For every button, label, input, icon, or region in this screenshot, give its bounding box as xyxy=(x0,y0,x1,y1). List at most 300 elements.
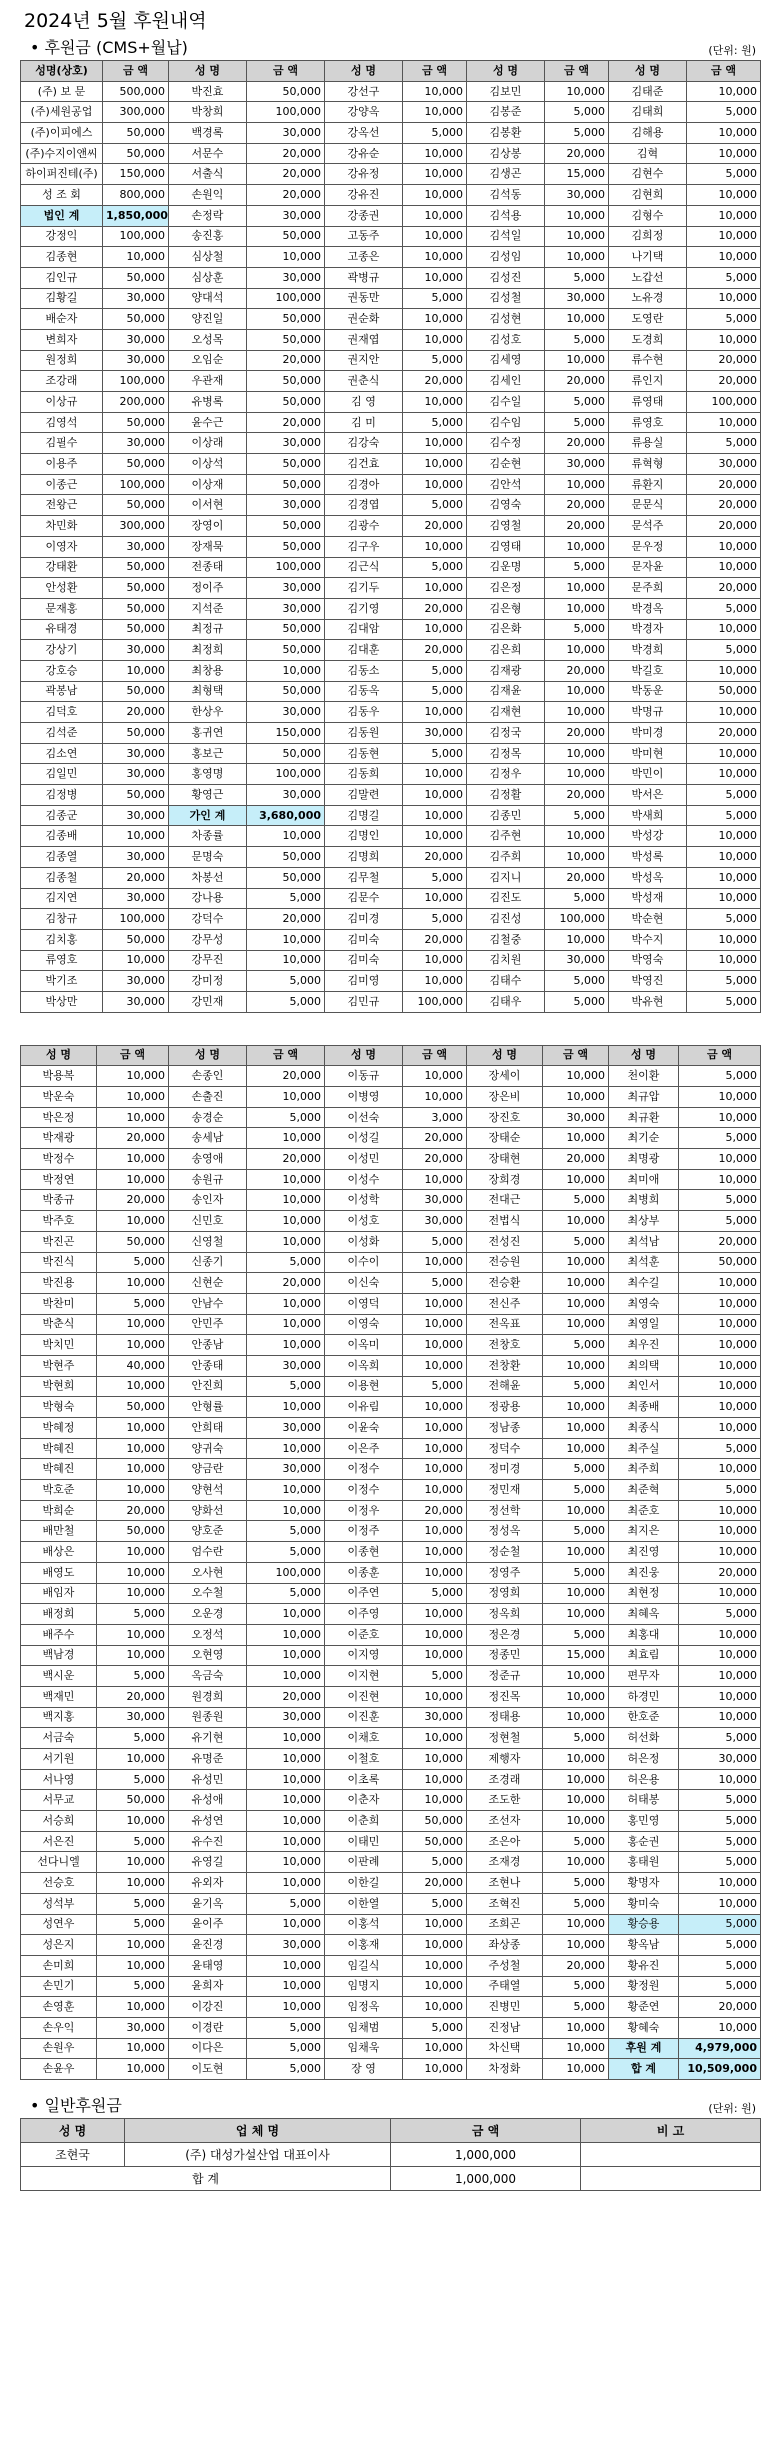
donor-name: 심상철 xyxy=(169,247,247,268)
donor-name: 김인규 xyxy=(21,267,103,288)
donor-name: 배영도 xyxy=(21,1562,97,1583)
donor-name: 류수현 xyxy=(609,350,687,371)
donor-amount: 100,000 xyxy=(247,102,325,123)
donor-amount: 20,000 xyxy=(679,1231,761,1252)
donor-name: 유성연 xyxy=(169,1811,247,1832)
table-row xyxy=(21,1169,761,1190)
donor-amount: 20,000 xyxy=(247,909,325,930)
donor-name: 서기원 xyxy=(21,1749,97,1770)
donor-name: 유명준 xyxy=(169,1749,247,1770)
donor-name: 정영주 xyxy=(467,1562,543,1583)
donor-amount: 10,000 xyxy=(543,2017,609,2038)
donor-name: 최병희 xyxy=(609,1190,679,1211)
donor-amount: 10,000 xyxy=(247,1190,325,1211)
donor-amount: 10,000 xyxy=(687,143,761,164)
donor-name: 한상우 xyxy=(169,702,247,723)
donor-name: 김영철 xyxy=(467,516,545,537)
donor-name: 김정국 xyxy=(467,723,545,744)
donor-name: 최형택 xyxy=(169,681,247,702)
donor-amount: 5,000 xyxy=(403,660,467,681)
donor-amount: 20,000 xyxy=(687,495,761,516)
table-row xyxy=(21,309,761,330)
donor-name: 문석주 xyxy=(609,516,687,537)
donor-amount: 10,000 xyxy=(247,1873,325,1894)
donor-amount: 150,000 xyxy=(247,723,325,744)
general-company: (주) 대성가설산업 대표이사 xyxy=(125,2143,391,2167)
table-row xyxy=(21,1149,761,1170)
donor-name: 배만철 xyxy=(21,1521,97,1542)
donor-amount: 5,000 xyxy=(679,1811,761,1832)
donor-name: 최미애 xyxy=(609,1169,679,1190)
donor-amount: 5,000 xyxy=(543,1997,609,2018)
donor-amount: 10,000 xyxy=(679,1149,761,1170)
donor-name: 김일민 xyxy=(21,764,103,785)
donor-amount: 10,000 xyxy=(545,640,609,661)
donor-name: 김대훈 xyxy=(325,640,403,661)
donor-name: 박진곤 xyxy=(21,1231,97,1252)
donor-name: 정은경 xyxy=(467,1624,543,1645)
donor-name: 도경희 xyxy=(609,329,687,350)
donor-name: 이준호 xyxy=(325,1624,403,1645)
donor-amount: 20,000 xyxy=(687,371,761,392)
donor-name: 이철호 xyxy=(325,1749,403,1770)
donor-amount: 10,000 xyxy=(403,1914,467,1935)
donor-amount: 10,000 xyxy=(403,474,467,495)
donor-amount: 30,000 xyxy=(103,329,169,350)
section-header-general xyxy=(20,2094,760,2118)
donor-name: 양화선 xyxy=(169,1500,247,1521)
donor-amount: 5,000 xyxy=(247,1583,325,1604)
donor-name: 권재엽 xyxy=(325,329,403,350)
donor-name: 정성옥 xyxy=(467,1521,543,1542)
donor-name: 손우익 xyxy=(21,2017,97,2038)
donor-amount: 20,000 xyxy=(543,1149,609,1170)
donor-amount: 10,000 xyxy=(97,1873,169,1894)
donor-amount: 30,000 xyxy=(247,598,325,619)
donor-amount: 10,000 xyxy=(247,1749,325,1770)
donor-amount: 20,000 xyxy=(247,143,325,164)
donor-amount: 10,000 xyxy=(403,185,467,206)
table-row xyxy=(21,1252,761,1273)
table-row xyxy=(21,1790,761,1811)
header-company: 업 체 명 xyxy=(125,2119,391,2143)
donor-name: 강상기 xyxy=(21,640,103,661)
donor-amount: 30,000 xyxy=(545,185,609,206)
donor-name: 최혜옥 xyxy=(609,1604,679,1625)
donor-name: 류영호 xyxy=(21,950,103,971)
donor-name: 전해윤 xyxy=(467,1376,543,1397)
donor-amount: 10,000 xyxy=(403,619,467,640)
donor-amount: 20,000 xyxy=(403,1128,467,1149)
donor-name: 류용실 xyxy=(609,433,687,454)
donor-name: 양대석 xyxy=(169,288,247,309)
donor-name: 차정화 xyxy=(467,2059,543,2080)
donor-name: 이정우 xyxy=(325,1500,403,1521)
donor-amount: 5,000 xyxy=(687,598,761,619)
donor-amount: 5,000 xyxy=(543,1831,609,1852)
donor-amount: 10,000 xyxy=(97,2038,169,2059)
table-row xyxy=(21,1749,761,1770)
general-amount: 1,000,000 xyxy=(391,2143,581,2167)
donor-amount: 3,000 xyxy=(403,1107,467,1128)
donation-table-2 xyxy=(20,1045,761,2080)
donor-name: 강양옥 xyxy=(325,102,403,123)
donor-amount: 10,000 xyxy=(403,102,467,123)
donor-amount: 10,000 xyxy=(403,1604,467,1625)
donor-amount: 10,000 xyxy=(545,598,609,619)
donor-name: 황정원 xyxy=(609,1976,679,1997)
donor-name: 유병록 xyxy=(169,392,247,413)
table-row xyxy=(21,143,761,164)
donor-amount: 500,000 xyxy=(103,81,169,102)
donor-amount: 10,000 xyxy=(679,1542,761,1563)
donor-name: 이한열 xyxy=(325,1893,403,1914)
header-amount: 금 액 xyxy=(97,1045,169,1066)
donor-name: 최준호 xyxy=(609,1500,679,1521)
donor-amount: 5,000 xyxy=(403,909,467,930)
donor-amount: 50,000 xyxy=(247,371,325,392)
donor-name: 김민규 xyxy=(325,991,403,1012)
donor-amount: 10,000 xyxy=(97,1211,169,1232)
donor-name: 박종규 xyxy=(21,1190,97,1211)
donor-amount: 10,000 xyxy=(97,1583,169,1604)
donor-name: 홍태원 xyxy=(609,1852,679,1873)
donor-amount: 10,000 xyxy=(543,1314,609,1335)
donor-name: 이주영 xyxy=(325,1604,403,1625)
table-row xyxy=(21,2143,761,2167)
total-row xyxy=(21,2167,761,2191)
donor-amount: 5,000 xyxy=(545,392,609,413)
donor-amount: 10,000 xyxy=(403,1418,467,1439)
donor-name: 박영진 xyxy=(609,971,687,992)
header-note: 비 고 xyxy=(581,2119,761,2143)
donor-amount: 10,000 xyxy=(403,143,467,164)
donor-amount: 30,000 xyxy=(247,1355,325,1376)
donor-amount: 20,000 xyxy=(247,412,325,433)
donor-amount: 30,000 xyxy=(103,743,169,764)
donor-name: 김영석 xyxy=(21,412,103,433)
donor-amount: 30,000 xyxy=(403,1211,467,1232)
donor-amount: 10,000 xyxy=(403,1459,467,1480)
donor-amount: 5,000 xyxy=(247,991,325,1012)
table-row xyxy=(21,1583,761,1604)
donor-amount: 20,000 xyxy=(247,350,325,371)
header-name: 성 명 xyxy=(169,1045,247,1066)
table-row xyxy=(21,392,761,413)
donor-amount: 10,000 xyxy=(403,1728,467,1749)
donor-amount: 10,000 xyxy=(545,309,609,330)
donor-amount: 50,000 xyxy=(103,619,169,640)
donor-name: 강태환 xyxy=(21,557,103,578)
donor-name: 전왕근 xyxy=(21,495,103,516)
table-row xyxy=(21,81,761,102)
donor-amount: 20,000 xyxy=(687,474,761,495)
donor-name: 김동소 xyxy=(325,660,403,681)
donor-amount: 10,000 xyxy=(687,619,761,640)
donor-name: 백재민 xyxy=(21,1686,97,1707)
donor-amount: 10,000 xyxy=(545,247,609,268)
donor-amount: 5,000 xyxy=(543,1728,609,1749)
donor-amount: 50,000 xyxy=(103,785,169,806)
donor-name: 성 조 회 xyxy=(21,185,103,206)
donor-name: 신영철 xyxy=(169,1231,247,1252)
donor-amount: 20,000 xyxy=(687,350,761,371)
donor-name: 임명지 xyxy=(325,1976,403,1997)
donor-amount: 10,000 xyxy=(97,1418,169,1439)
donor-name: 이영덕 xyxy=(325,1293,403,1314)
donor-amount: 10,000 xyxy=(687,950,761,971)
table-row xyxy=(21,1542,761,1563)
donor-amount: 10,000 xyxy=(687,847,761,868)
donor-name: 손원우 xyxy=(21,2038,97,2059)
donor-amount: 10,000 xyxy=(247,950,325,971)
donor-name: 고동주 xyxy=(325,226,403,247)
donor-amount: 5,000 xyxy=(679,1480,761,1501)
donor-amount: 10,000 xyxy=(403,888,467,909)
header-amount: 금 액 xyxy=(391,2119,581,2143)
donor-amount: 50,000 xyxy=(247,640,325,661)
donor-name: 박재광 xyxy=(21,1128,97,1149)
donor-amount: 10,000 xyxy=(545,743,609,764)
donor-name: 신현순 xyxy=(169,1273,247,1294)
donor-amount: 50,000 xyxy=(247,867,325,888)
donor-name: 오임순 xyxy=(169,350,247,371)
donor-amount: 10,000 xyxy=(403,226,467,247)
donor-amount: 10,000 xyxy=(543,1935,609,1956)
donor-name: 권순화 xyxy=(325,309,403,330)
donor-name: 김문수 xyxy=(325,888,403,909)
donor-name: 편무자 xyxy=(609,1666,679,1687)
donor-amount: 10,000 xyxy=(543,1852,609,1873)
table-row xyxy=(21,785,761,806)
table-row xyxy=(21,1355,761,1376)
donor-amount: 5,000 xyxy=(687,309,761,330)
donor-name: 이춘자 xyxy=(325,1790,403,1811)
table-row xyxy=(21,1128,761,1149)
donor-name: 장 영 xyxy=(325,2059,403,2080)
donor-name: 최창용 xyxy=(169,660,247,681)
donor-name: 최주실 xyxy=(609,1438,679,1459)
donor-amount: 100,000 xyxy=(403,991,467,1012)
donor-name: 엄수란 xyxy=(169,1542,247,1563)
donor-name: 박혜진 xyxy=(21,1459,97,1480)
donor-amount: 30,000 xyxy=(545,950,609,971)
donor-amount: 100,000 xyxy=(103,371,169,392)
donor-name: 강나용 xyxy=(169,888,247,909)
donor-amount: 10,000 xyxy=(687,123,761,144)
donor-amount: 5,000 xyxy=(403,412,467,433)
donor-amount: 5,000 xyxy=(403,557,467,578)
donor-name: 하이퍼진테(주) xyxy=(21,164,103,185)
donor-amount: 5,000 xyxy=(403,350,467,371)
donor-name: 정민재 xyxy=(467,1480,543,1501)
donor-amount: 20,000 xyxy=(403,847,467,868)
donor-name: 박춘식 xyxy=(21,1314,97,1335)
donor-amount: 30,000 xyxy=(103,288,169,309)
donor-name: 김재광 xyxy=(467,660,545,681)
donor-name: 이종훈 xyxy=(325,1562,403,1583)
donor-name: 임채욱 xyxy=(325,2038,403,2059)
donor-amount: 30,000 xyxy=(103,805,169,826)
donor-amount: 10,000 xyxy=(543,1914,609,1935)
donor-name: 황유진 xyxy=(609,1955,679,1976)
donor-amount: 10,000 xyxy=(543,1273,609,1294)
donor-amount: 10,000 xyxy=(247,1397,325,1418)
donor-amount: 100,000 xyxy=(247,764,325,785)
table-row xyxy=(21,1645,761,1666)
donor-name: 박치민 xyxy=(21,1335,97,1356)
header-amount: 금 액 xyxy=(543,1045,609,1066)
donor-name: 오수철 xyxy=(169,1583,247,1604)
donor-amount: 10,000 xyxy=(97,1852,169,1873)
donor-name: 신종기 xyxy=(169,1252,247,1273)
donor-name: 김순현 xyxy=(467,454,545,475)
donor-amount: 10,000 xyxy=(247,1811,325,1832)
donor-amount: 5,000 xyxy=(403,681,467,702)
donor-name: 이홍재 xyxy=(325,1935,403,1956)
donor-name: 박미경 xyxy=(609,723,687,744)
donor-name: 노갑선 xyxy=(609,267,687,288)
donor-name: 이성수 xyxy=(325,1169,403,1190)
donor-amount: 10,000 xyxy=(545,474,609,495)
donor-amount: 10,000 xyxy=(687,743,761,764)
donor-amount: 5,000 xyxy=(543,1521,609,1542)
donor-amount: 10,000 xyxy=(403,805,467,826)
donor-name: 이진훈 xyxy=(325,1707,403,1728)
donor-name: 문명숙 xyxy=(169,847,247,868)
donor-name: 김현수 xyxy=(609,164,687,185)
donor-name: 박희순 xyxy=(21,1500,97,1521)
donor-name: 윤희자 xyxy=(169,1976,247,1997)
donor-amount: 10,000 xyxy=(679,1769,761,1790)
page-title: 2024년 5월 후원내역 xyxy=(24,10,207,32)
donor-name: 이한길 xyxy=(325,1873,403,1894)
unit-label-donations: (단위: 원) xyxy=(708,44,756,57)
donor-name: 안형률 xyxy=(169,1397,247,1418)
donor-amount: 10,000 xyxy=(247,1480,325,1501)
donor-name: 최기순 xyxy=(609,1128,679,1149)
donor-amount: 10,000 xyxy=(403,2038,467,2059)
donor-amount: 10,000 xyxy=(545,929,609,950)
donor-amount: 10,000 xyxy=(687,226,761,247)
donor-amount: 5,000 xyxy=(679,1790,761,1811)
donor-name: 박진용 xyxy=(21,1273,97,1294)
donor-name: 이도현 xyxy=(169,2059,247,2080)
donor-amount: 10,000 xyxy=(247,1997,325,2018)
donor-amount: 10,000 xyxy=(679,1686,761,1707)
donor-amount: 10,000 xyxy=(403,247,467,268)
table-row xyxy=(21,1397,761,1418)
donor-name: 김경아 xyxy=(325,474,403,495)
donor-name: 김종배 xyxy=(21,826,103,847)
donor-name: 이신숙 xyxy=(325,1273,403,1294)
donor-amount: 10,000 xyxy=(679,1666,761,1687)
donor-amount: 50,000 xyxy=(247,454,325,475)
donor-amount: 10,000 xyxy=(679,1873,761,1894)
donor-name: 강유순 xyxy=(325,143,403,164)
donor-name: 허은용 xyxy=(609,1769,679,1790)
donor-name: 송세남 xyxy=(169,1128,247,1149)
donor-name: 이병영 xyxy=(325,1087,403,1108)
table-row xyxy=(21,1893,761,1914)
donor-amount: 50,000 xyxy=(97,1790,169,1811)
general-total-value: 1,000,000 xyxy=(391,2167,581,2191)
donor-amount: 10,000 xyxy=(545,536,609,557)
donor-name: 윤태영 xyxy=(169,1955,247,1976)
donor-name: 김 영 xyxy=(325,392,403,413)
donor-name: 조현나 xyxy=(467,1873,543,1894)
donor-name: 김진도 xyxy=(467,888,545,909)
donor-amount: 20,000 xyxy=(687,516,761,537)
donor-amount: 10,000 xyxy=(97,1624,169,1645)
donor-amount: 10,000 xyxy=(543,1666,609,1687)
donor-amount: 5,000 xyxy=(687,991,761,1012)
table-row xyxy=(21,702,761,723)
donor-amount: 50,000 xyxy=(247,536,325,557)
donor-amount: 20,000 xyxy=(403,371,467,392)
donor-name: 배순자 xyxy=(21,309,103,330)
donor-amount: 10,000 xyxy=(97,1335,169,1356)
donor-name: 장태현 xyxy=(467,1149,543,1170)
donor-amount: 10,000 xyxy=(679,1376,761,1397)
donor-amount: 100,000 xyxy=(103,909,169,930)
donor-amount: 10,000 xyxy=(545,764,609,785)
donor-name: 김명길 xyxy=(325,805,403,826)
donor-name: 최명광 xyxy=(609,1149,679,1170)
donor-name: 한호준 xyxy=(609,1707,679,1728)
header-name: 성 명 xyxy=(21,1045,97,1066)
donor-name: 이상래 xyxy=(169,433,247,454)
donor-name: 차종률 xyxy=(169,826,247,847)
donor-amount: 10,000 xyxy=(687,412,761,433)
donor-amount: 20,000 xyxy=(247,1149,325,1170)
donor-name: 송영애 xyxy=(169,1149,247,1170)
donor-name: 박기조 xyxy=(21,971,103,992)
donor-name: 신민호 xyxy=(169,1211,247,1232)
donor-name: 최현정 xyxy=(609,1583,679,1604)
donor-amount: 10,000 xyxy=(679,1087,761,1108)
table-row xyxy=(21,1107,761,1128)
table-row xyxy=(21,371,761,392)
donor-amount: 10,000 xyxy=(543,1128,609,1149)
donor-name: 손정락 xyxy=(169,205,247,226)
table-header-row xyxy=(21,2119,761,2143)
table-row xyxy=(21,1914,761,1935)
donor-name: 최진영 xyxy=(609,1542,679,1563)
donor-name: 유성애 xyxy=(169,1790,247,1811)
donor-amount: 10,000 xyxy=(687,764,761,785)
donor-amount: 30,000 xyxy=(103,888,169,909)
general-donor-name: 조현국 xyxy=(21,2143,125,2167)
donor-name: 이선숙 xyxy=(325,1107,403,1128)
donor-name: 김재윤 xyxy=(467,681,545,702)
donor-name: 강정익 xyxy=(21,226,103,247)
donor-amount: 10,000 xyxy=(403,164,467,185)
donor-amount: 20,000 xyxy=(247,1686,325,1707)
table-row xyxy=(21,1480,761,1501)
donor-name: 김혁 xyxy=(609,143,687,164)
donor-name: 백경록 xyxy=(169,123,247,144)
donor-name: 성연우 xyxy=(21,1914,97,1935)
donor-amount: 10,000 xyxy=(247,1831,325,1852)
donor-amount: 10,000 xyxy=(679,1293,761,1314)
donor-amount: 5,000 xyxy=(679,1438,761,1459)
unit-label-general: (단위: 원) xyxy=(708,2102,756,2115)
header-amount: 금 액 xyxy=(687,61,761,82)
donor-name: 박혜진 xyxy=(21,1438,97,1459)
donor-name: 김기영 xyxy=(325,598,403,619)
donor-name: 김성현 xyxy=(467,309,545,330)
